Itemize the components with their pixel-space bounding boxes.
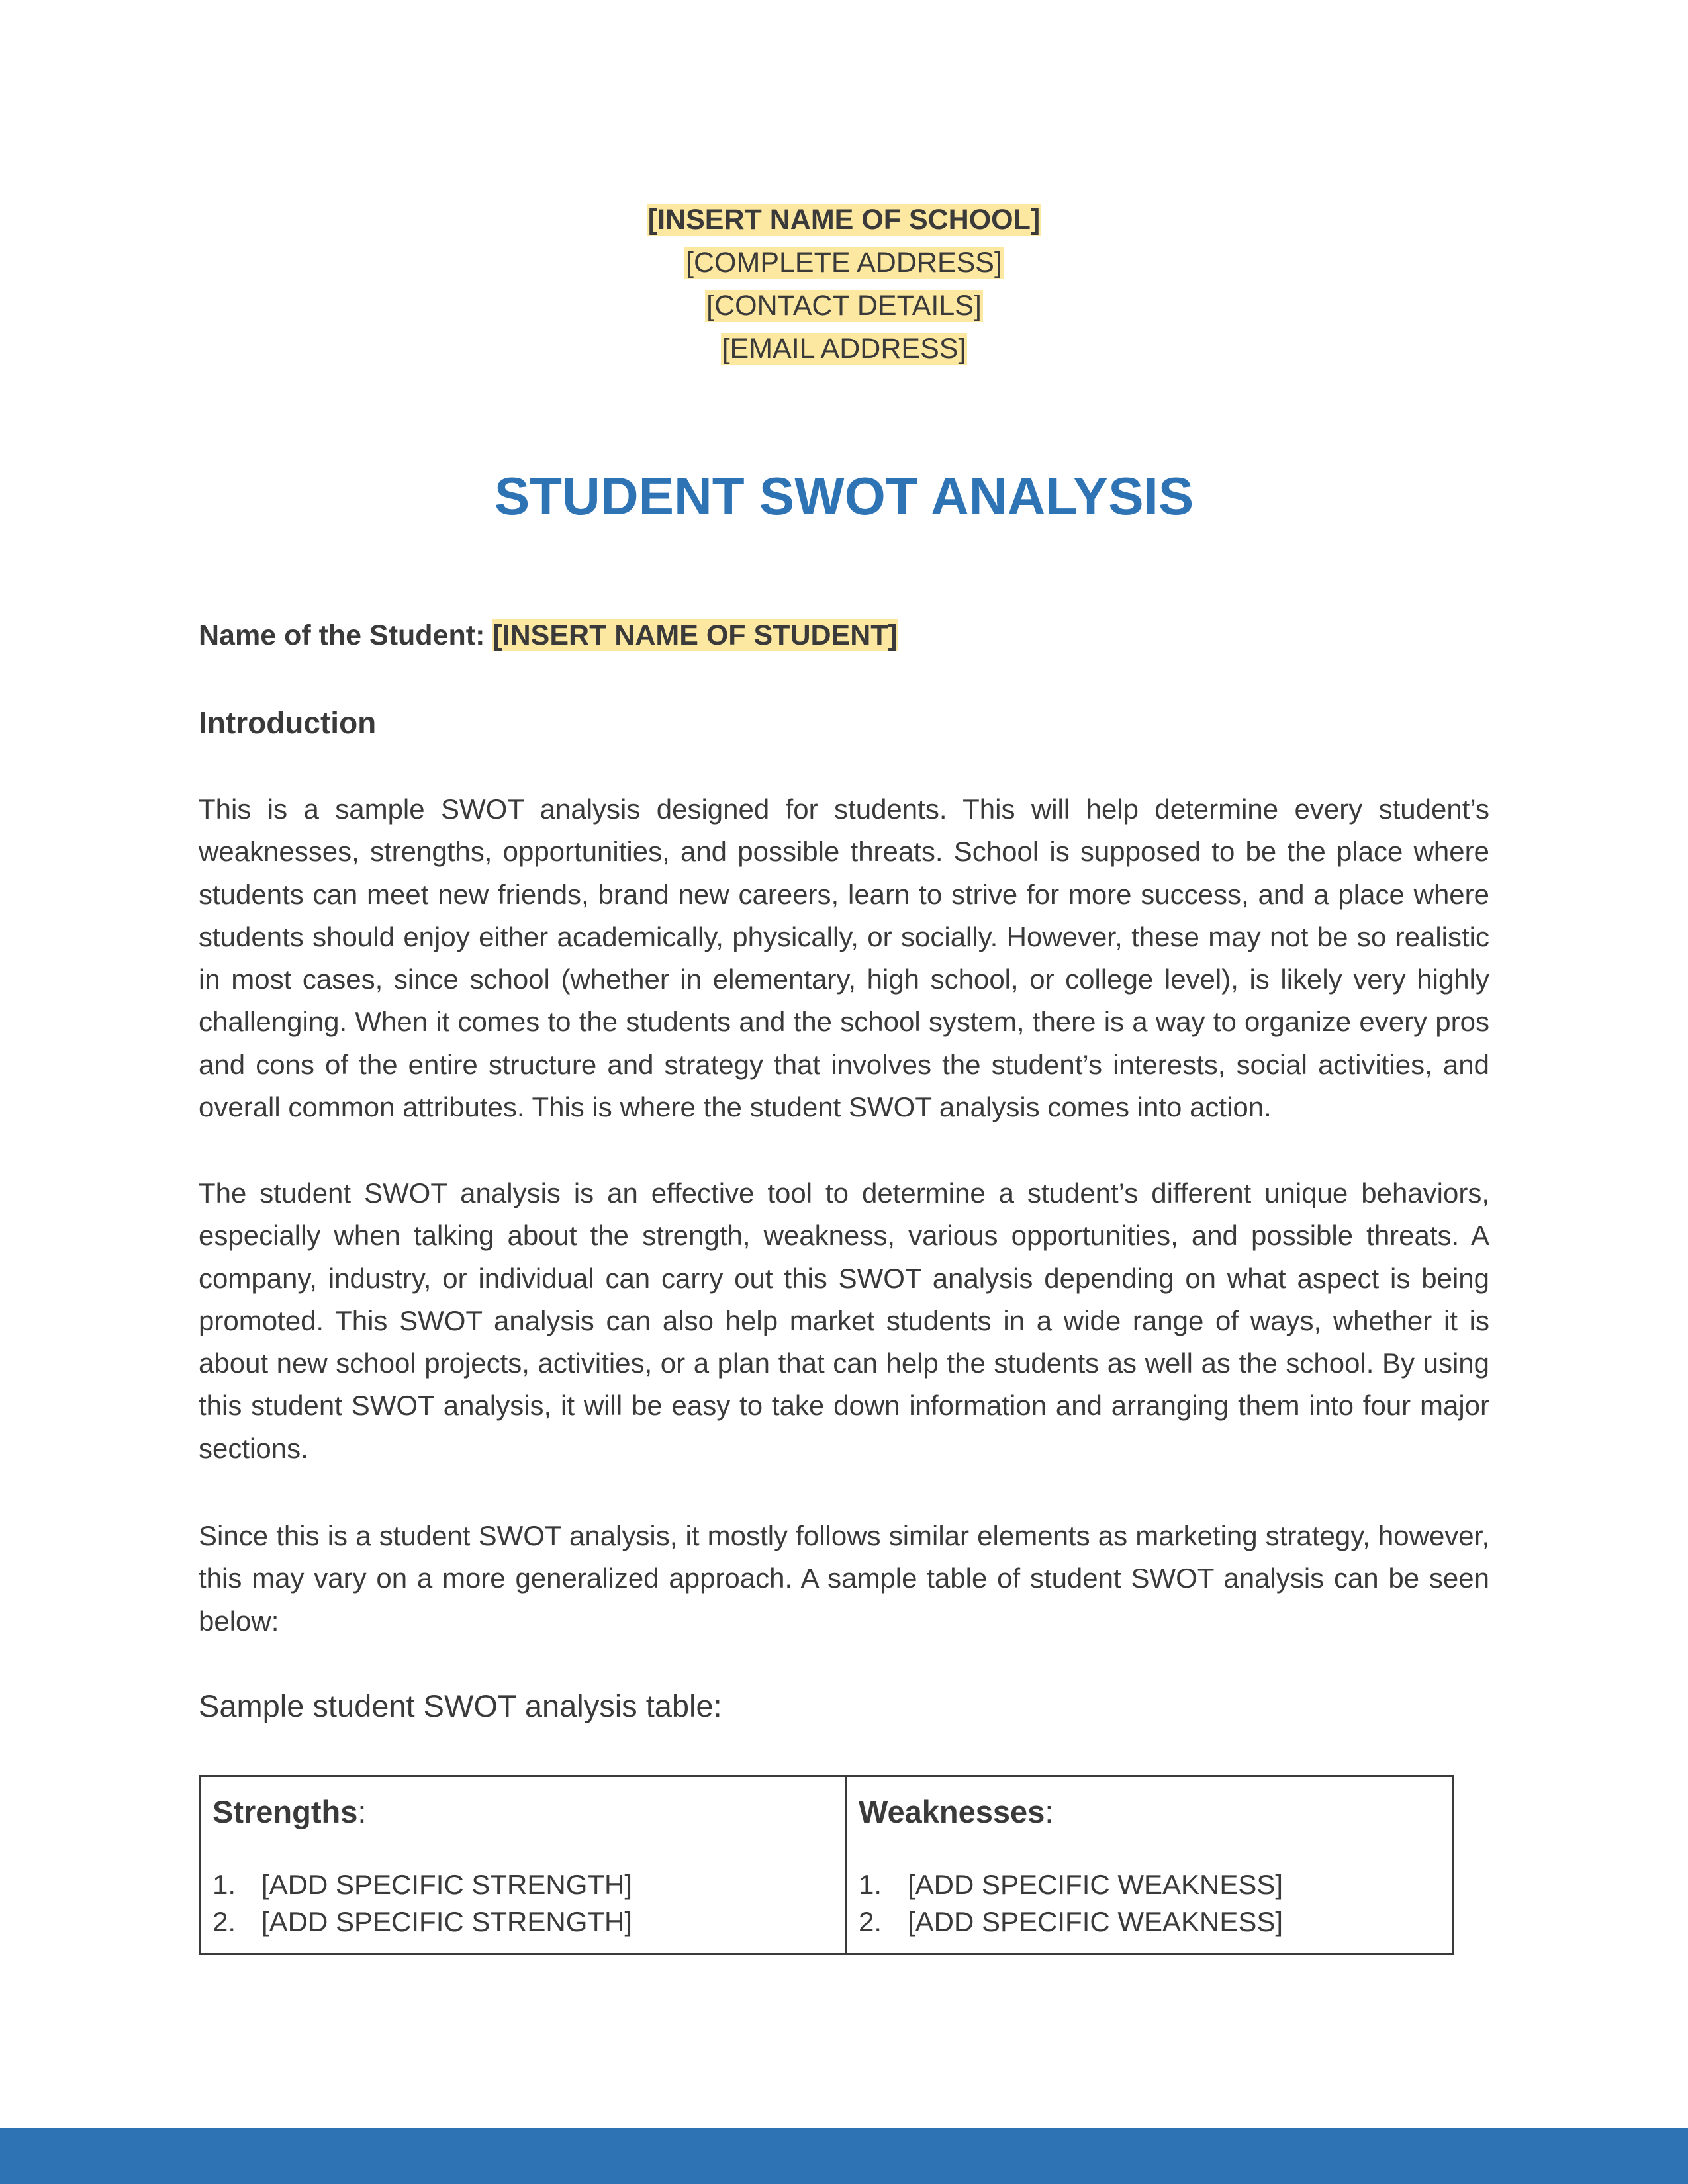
weaknesses-cell xyxy=(847,1777,1452,1953)
strength-item xyxy=(212,1903,833,1940)
list-number: 1. xyxy=(212,1869,236,1900)
student-name-line xyxy=(199,614,898,657)
strengths-cell xyxy=(201,1777,847,1953)
table-caption: Sample student SWOT analysis table: xyxy=(199,1688,722,1723)
school-name-line xyxy=(0,199,1688,242)
weakness-item xyxy=(859,1903,1440,1940)
email-line xyxy=(0,328,1688,371)
strengths-heading xyxy=(212,1790,833,1833)
school-contact: [CONTACT DETAILS] xyxy=(706,290,982,322)
strength-text: [ADD SPECIFIC STRENGTH] xyxy=(261,1869,633,1900)
school-name: [INSERT NAME OF SCHOOL] xyxy=(647,204,1041,236)
weaknesses-heading-colon: : xyxy=(1045,1794,1054,1829)
intro-paragraph: Since this is a student SWOT analysis, it mostly follows similar elements as marketing strategy, however, this may vary on a more generalized approach. A sample table of student SWOT analysis can be seen below: xyxy=(199,1520,1489,1637)
school-address: [COMPLETE ADDRESS] xyxy=(686,247,1002,279)
weakness-text: [ADD SPECIFIC WEAKNESS] xyxy=(908,1869,1284,1900)
document-title: STUDENT SWOT ANALYSIS xyxy=(494,467,1194,525)
intro-paragraph: The student SWOT analysis is an effective tool to determine a student’s different unique behaviors, especially when talking about the strength, weakness, various opportunities, and possible threats. A company, industry, or individual can carry out this SWOT analysis depending on what aspect is being promoted. This SWOT analysis can also help market students in a wide range of ways, whether it is about new school projects, activities, or a plan that can help the students as well as the school. By using this student SWOT analysis, it will be easy to take down information and arranging them into four major sections. xyxy=(199,1177,1489,1464)
weakness-text: [ADD SPECIFIC WEAKNESS] xyxy=(908,1906,1284,1937)
strengths-list xyxy=(212,1866,833,1940)
student-name-label: Name of the Student: xyxy=(199,619,493,651)
address-line xyxy=(0,242,1688,285)
list-number: 1. xyxy=(859,1869,882,1900)
weaknesses-heading xyxy=(859,1790,1440,1833)
weaknesses-list xyxy=(859,1866,1440,1940)
intro-paragraph: This is a sample SWOT analysis designed for students. This will help determine every student’s weaknesses, strengths, opportunities, and possible threats. School is supposed to be the place where students can meet new friends, brand new careers, learn to strive for more success, and a place where students should enjoy either academically, physically, or socially. However, these may not be so realistic in most cases, since school (whether in elementary, high school, or college level), is likely very highly challenging. When it comes to the students and the school system, there is a way to organize every pros and cons of the entire structure and strategy that involves the student’s interests, social activities, and overall common attributes. This is where the student SWOT analysis comes into action. xyxy=(199,794,1489,1123)
introduction-heading: Introduction xyxy=(199,705,377,740)
footer-bar xyxy=(0,2128,1688,2184)
contact-line xyxy=(0,285,1688,328)
strength-text: [ADD SPECIFIC STRENGTH] xyxy=(261,1906,633,1937)
weakness-item xyxy=(859,1866,1440,1903)
swot-table xyxy=(199,1775,1454,1955)
school-header xyxy=(0,199,1688,371)
student-name-value: [INSERT NAME OF STUDENT] xyxy=(492,619,898,651)
strength-item xyxy=(212,1866,833,1903)
strengths-heading-label: Strengths xyxy=(212,1794,358,1829)
list-number: 2. xyxy=(212,1906,236,1937)
school-email: [EMAIL ADDRESS] xyxy=(722,333,966,365)
weaknesses-heading-label: Weaknesses xyxy=(859,1794,1045,1829)
strengths-heading-colon: : xyxy=(357,1794,367,1829)
list-number: 2. xyxy=(859,1906,882,1937)
